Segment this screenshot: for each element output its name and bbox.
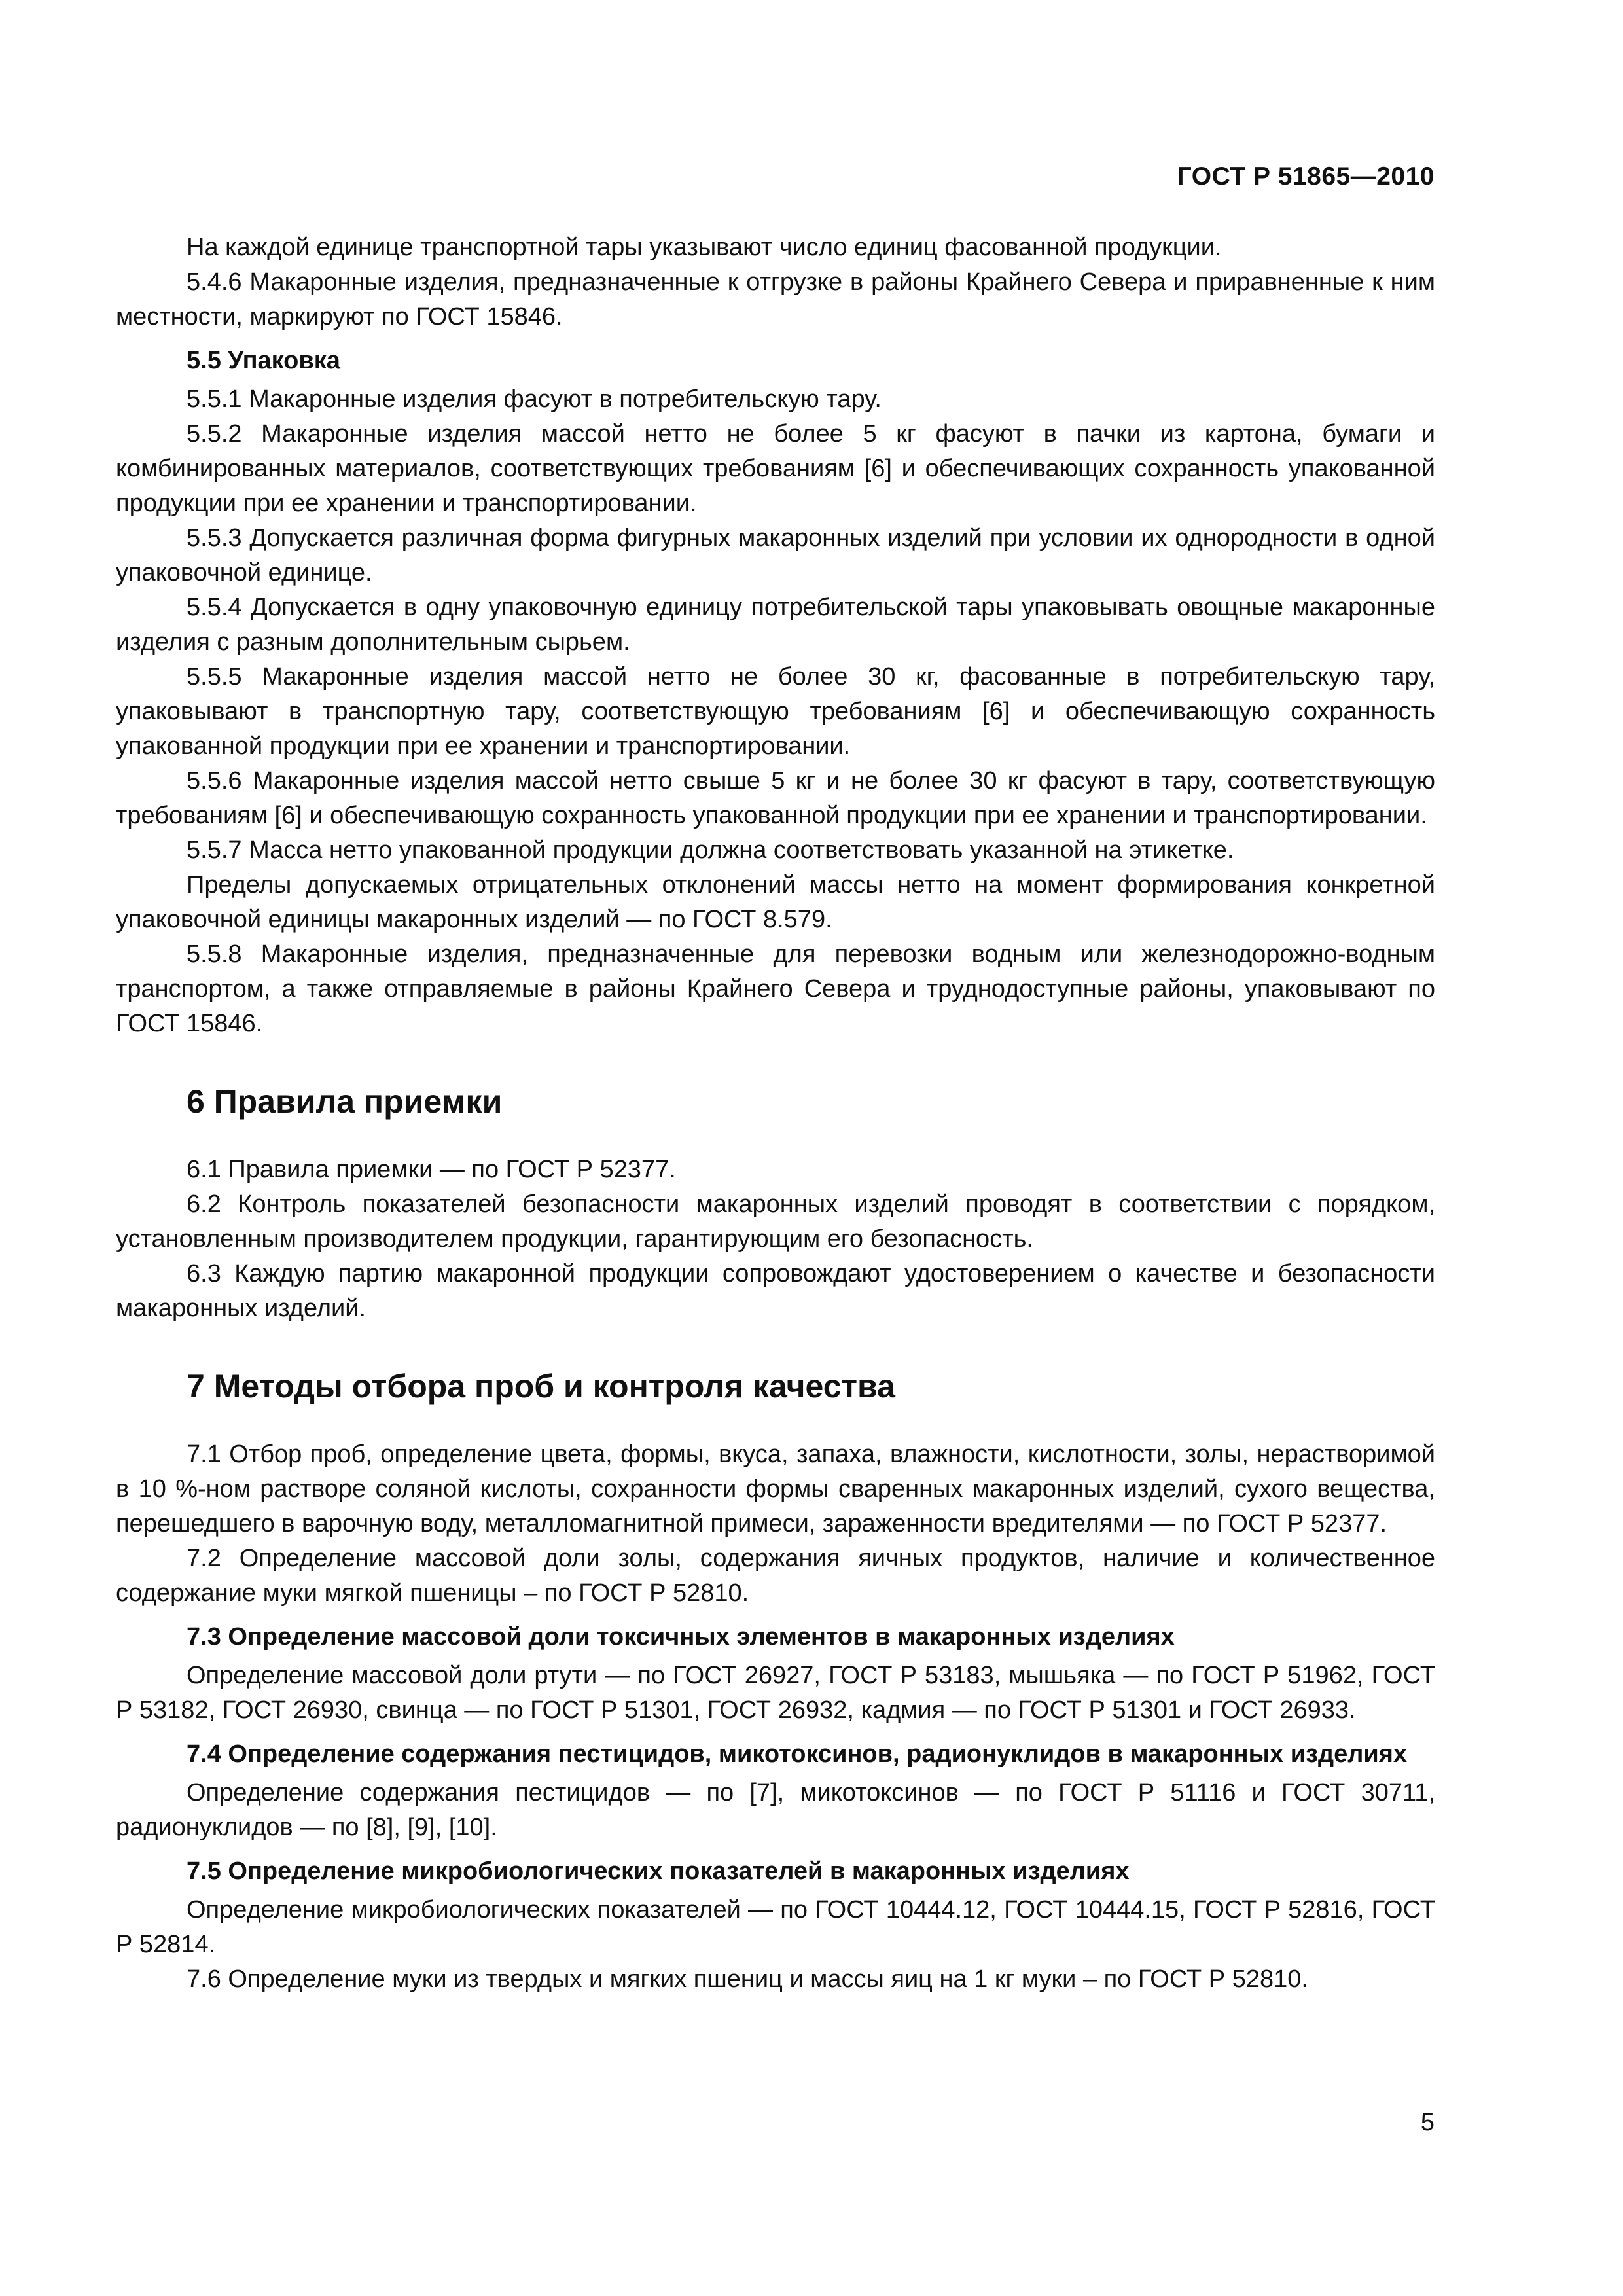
- paragraph-6-1: 6.1 Правила приемки — по ГОСТ Р 52377.: [187, 1156, 676, 1183]
- subsection-heading-7-3: 7.3 Определение массовой доли токсичных элементов в макаронных изделиях: [187, 1623, 1175, 1651]
- paragraph-5-5-3: 5.5.3 Допускается различная форма фигурных макаронных изделий при условии их однородности в одной упаковочной единице.: [116, 524, 1435, 586]
- paragraph-5-5-1: 5.5.1 Макаронные изделия фасуют в потребительскую тару.: [187, 386, 882, 413]
- paragraph-5-5-4: 5.5.4 Допускается в одну упаковочную единицу потребительской тары упаковывать овощные макаронные изделия с разным дополнительным сырьем.: [116, 594, 1435, 656]
- section-heading-7: 7 Методы отбора проб и контроля качества: [187, 1368, 895, 1405]
- document-body: [116, 230, 1435, 1997]
- subsection-heading-5-5: 5.5 Упаковка: [187, 347, 340, 374]
- paragraph: На каждой единице транспортной тары указывают число единиц фасованной продукции.: [187, 234, 1222, 261]
- paragraph-7-1: 7.1 Отбор проб, определение цвета, формы, вкуса, запаха, влажности, кислотности, золы, нерастворимой в 10 %-ном растворе соляной кислоты, сохранности формы сваренных макаронных изделий, сухого вещества, перешедшего в варочную воду, металломагнитной примеси, зараженности вредителями — по ГОСТ Р 52377.: [116, 1441, 1435, 1537]
- paragraph-7-2: 7.2 Определение массовой доли золы, содержания яичных продуктов, наличие и количественное содержание муки мягкой пшеницы – по ГОСТ Р 52810.: [116, 1545, 1435, 1607]
- paragraph-5-5-8: 5.5.8 Макаронные изделия, предназначенные для перевозки водным или железнодорожно-водным транспортом, а также отправляемые в районы Крайнего Севера и труднодоступные районы, упаковывают по ГОСТ 15846.: [116, 941, 1435, 1037]
- paragraph-7-3: Определение массовой доли ртути — по ГОСТ 26927, ГОСТ Р 53183, мышьяка — по ГОСТ Р 51962, ГОСТ Р 53182, ГОСТ 26930, свинца — по ГОСТ Р 51301, ГОСТ 26932, кадмия — по ГОСТ Р 51301 и ГОСТ 26933.: [116, 1662, 1435, 1724]
- paragraph-5-5-2: 5.5.2 Макаронные изделия массой нетто не более 5 кг фасуют в пачки из картона, бумаги и комбинированных материалов, соответствующих требованиям [6] и обеспечивающих сохранность упакованной продукции при ее хранении и транспортировании.: [116, 420, 1435, 517]
- paragraph-6-2: 6.2 Контроль показателей безопасности макаронных изделий проводят в соответствии с порядком, установленным производителем продукции, гарантирующим его безопасность.: [116, 1191, 1435, 1253]
- paragraph-5-5-7-limits: Пределы допускаемых отрицательных отклонений массы нетто на момент формирования конкретной упаковочной единицы макаронных изделий — по ГОСТ 8.579.: [116, 871, 1435, 933]
- paragraph-5-5-5: 5.5.5 Макаронные изделия массой нетто не более 30 кг, фасованные в потребительскую тару, упаковывают в транспортную тару, соответствующую требованиям [6] и обеспечивающую сохранность упакованной продукции при ее хранении и транспортировании.: [116, 663, 1435, 760]
- paragraph-5-5-6: 5.5.6 Макаронные изделия массой нетто свыше 5 кг и не более 30 кг фасуют в тару, соответствующую требованиям [6] и обеспечивающую сохранность упакованной продукции при ее хранении и транспортировании.: [116, 767, 1435, 829]
- paragraph-7-4: Определение содержания пестицидов — по [7], микотоксинов — по ГОСТ Р 51116 и ГОСТ 30711, радионуклидов — по [8], [9], [10].: [116, 1779, 1435, 1841]
- paragraph-7-6: 7.6 Определение муки из твердых и мягких пшениц и массы яиц на 1 кг муки – по ГОСТ Р 52810.: [187, 1965, 1308, 1993]
- document-code: ГОСТ Р 51865—2010: [1177, 162, 1435, 190]
- paragraph-6-3: 6.3 Каждую партию макаронной продукции сопровождают удостоверением о качестве и безопасности макаронных изделий.: [116, 1260, 1435, 1322]
- subsection-heading-7-4: 7.4 Определение содержания пестицидов, микотоксинов, радионуклидов в макаронных изделиях: [187, 1740, 1408, 1768]
- subsection-heading-7-5: 7.5 Определение микробиологических показателей в макаронных изделиях: [187, 1857, 1130, 1885]
- paragraph-5-5-7: 5.5.7 Масса нетто упакованной продукции должна соответствовать указанной на этикетке.: [187, 836, 1234, 864]
- page-number: 5: [1420, 2109, 1435, 2136]
- paragraph-5-4-6: 5.4.6 Макаронные изделия, предназначенные к отгрузке в районы Крайнего Севера и приравненные к ним местности, маркируют по ГОСТ 15846.: [116, 268, 1435, 331]
- section-heading-6: 6 Правила приемки: [187, 1083, 503, 1120]
- paragraph-7-5: Определение микробиологических показателей — по ГОСТ 10444.12, ГОСТ 10444.15, ГОСТ Р 52816, ГОСТ Р 52814.: [116, 1896, 1435, 1958]
